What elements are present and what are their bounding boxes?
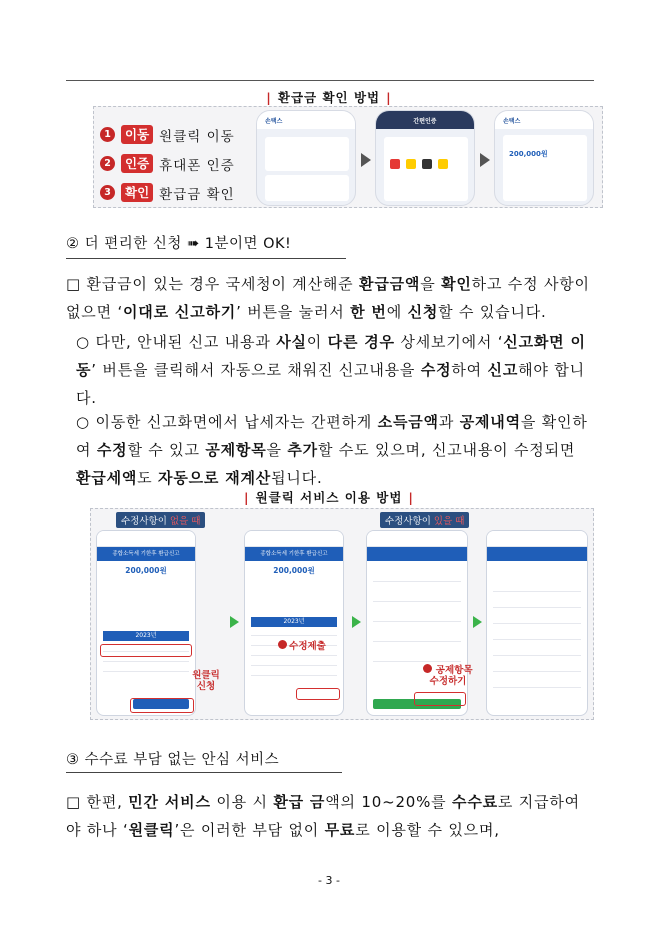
oneclick-title: | 원클릭 서비스 이용 방법 | bbox=[244, 490, 414, 505]
mini-screen-edit bbox=[366, 530, 468, 716]
year-bar: 2023년 bbox=[251, 617, 337, 627]
step-number: 2 bbox=[100, 156, 115, 171]
phone-screenshot-check bbox=[494, 110, 594, 206]
amount: 200,000원 bbox=[125, 566, 167, 575]
year-bar: 2023년 bbox=[103, 631, 189, 641]
step-item bbox=[100, 178, 235, 207]
arrow-icon bbox=[473, 616, 482, 628]
auth-header: 간편인증 bbox=[376, 111, 474, 129]
topbar bbox=[487, 531, 587, 547]
app-brand: 손택스 bbox=[495, 111, 593, 129]
phone-screenshot-move bbox=[256, 110, 356, 206]
step-text: 휴대폰 인증 bbox=[159, 157, 235, 174]
provider-icon bbox=[390, 159, 400, 169]
arrow-icon bbox=[361, 153, 371, 167]
arrow-icon bbox=[352, 616, 361, 628]
caption-no-change: 수정사항이 없을 때 bbox=[116, 512, 205, 528]
card bbox=[384, 137, 468, 201]
highlight-box bbox=[414, 692, 466, 706]
refund-amount: 200,000원 bbox=[509, 150, 548, 158]
arrow-icon bbox=[230, 616, 239, 628]
step-tag: 이동 bbox=[121, 125, 153, 144]
heading-rule bbox=[66, 258, 346, 259]
refund-check-title: | 환급금 확인 방법 | bbox=[266, 90, 392, 105]
app-brand: 손택스 bbox=[257, 111, 355, 129]
highlight-box bbox=[130, 698, 194, 713]
step-text: 원클릭 이동 bbox=[159, 128, 235, 145]
section2-heading: ② 더 편리한 신청 ➠ 1분이면 OK! bbox=[66, 236, 292, 252]
paragraph-fee: □ 한편, 민간 서비스 이용 시 환급 금액의 10~20%를 수수료로 지급하여야 하나 ‘원클릭’은 이러한 부담 없이 무료로 이용할 수 있으며, bbox=[66, 793, 580, 839]
provider-icon bbox=[406, 159, 416, 169]
amount: 200,000원 bbox=[273, 566, 315, 575]
topbar bbox=[245, 531, 343, 547]
nav-title: 종합소득세 기한후 환급신고 bbox=[97, 547, 195, 561]
card bbox=[265, 137, 349, 171]
step-item bbox=[100, 149, 235, 178]
step-item bbox=[100, 120, 235, 149]
step-text: 환급금 확인 bbox=[159, 186, 235, 203]
label-submit: 수정제출 bbox=[272, 640, 332, 652]
label-edit-deduction: 공제항목 수정하기 bbox=[420, 664, 476, 687]
paragraph-apply: □ 환급금이 있는 경우 국세청이 계산해준 환급금액을 확인하고 수정 사항이 없으면 ‘이대로 신고하기’ 버튼을 눌러서 한 번에 신청할 수 있습니다. bbox=[66, 275, 590, 321]
paragraph-recalc: ○ 이동한 신고화면에서 납세자는 간편하게 소득금액과 공제내역을 확인하여 수정할 수 있고 공제항목을 추가할 수도 있으며, 신고내용이 수정되면 환급세액도 자동으로 재계산됩니다. bbox=[76, 413, 588, 487]
nav-title: 종합소득세 기한후 환급신고 bbox=[245, 547, 343, 561]
step-tag: 확인 bbox=[121, 183, 153, 202]
step-number: 1 bbox=[100, 127, 115, 142]
mini-screen-deduction bbox=[486, 530, 588, 716]
highlight-box bbox=[296, 688, 340, 700]
step-tag: 인증 bbox=[121, 154, 153, 173]
mini-screen-summary bbox=[96, 530, 196, 716]
top-rule bbox=[66, 80, 594, 81]
label-oneclick-apply: 원클릭 신청 bbox=[192, 670, 220, 692]
phone-screenshot-auth bbox=[375, 110, 475, 206]
step-number: 3 bbox=[100, 185, 115, 200]
provider-icon bbox=[422, 159, 432, 169]
nav-bar bbox=[487, 547, 587, 561]
page-number: - 3 - bbox=[318, 874, 340, 887]
topbar bbox=[367, 531, 467, 547]
topbar bbox=[97, 531, 195, 547]
provider-icon bbox=[438, 159, 448, 169]
caption-has-change: 수정사항이 있을 때 bbox=[380, 512, 469, 528]
heading-rule bbox=[66, 772, 342, 773]
arrow-icon bbox=[480, 153, 490, 167]
paragraph-correction: ○ 다만, 안내된 신고 내용과 사실이 다른 경우 상세보기에서 ‘신고화면 이동’ 버튼을 클릭해서 자동으로 채워진 신고내용을 수정하여 신고해야 합니다. bbox=[76, 333, 586, 407]
refund-steps bbox=[100, 120, 235, 207]
highlight-box bbox=[100, 644, 192, 657]
nav-bar bbox=[367, 547, 467, 561]
section3-heading: ③ 수수료 부담 없는 안심 서비스 bbox=[66, 752, 280, 768]
card bbox=[265, 175, 349, 201]
card bbox=[503, 135, 587, 201]
